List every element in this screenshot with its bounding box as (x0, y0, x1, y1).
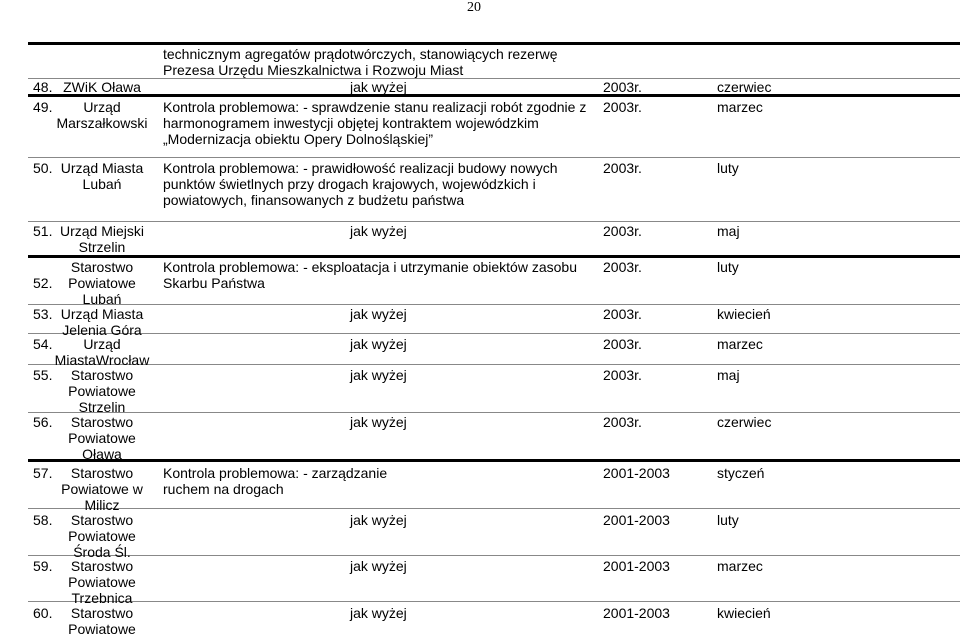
row-number: 48. (33, 79, 53, 95)
table-rule (28, 364, 960, 365)
row-year: 2003r. (603, 223, 642, 239)
table-rule (28, 255, 960, 258)
row-number: 52. (33, 275, 53, 291)
row-description: Kontrola problemowa: - zarządzanie ruchem na drogach (163, 465, 388, 497)
row-organization: Starostwo Powiatowe Środa Śl. (68, 512, 136, 560)
row-year: 2003r. (603, 79, 642, 95)
row-month: marzec (717, 99, 763, 115)
table-rule (28, 459, 960, 462)
row-same-as-above: jak wyżej (350, 306, 407, 322)
row-year: 2003r. (603, 99, 642, 115)
row-number: 57. (33, 465, 53, 481)
row-organization: Urząd Miasta Lubań (60, 160, 144, 192)
table-rule (28, 601, 960, 602)
row-month: czerwiec (717, 414, 772, 430)
table-rule (28, 555, 960, 556)
row-description: Kontrola problemowa: - sprawdzenie stanu realizacji robót zgodnie z harmonogramem inwestycji objętej kontraktem wojewódzkim „Modernizacja obiektu Opery Dolnośląskiej” (163, 99, 587, 147)
row-year: 2003r. (603, 414, 642, 430)
row-year: 2003r. (603, 306, 642, 322)
row-description: technicznym agregatów prądotwórczych, stanowiących rezerwę Prezesa Urzędu Mieszkalnictwa i Rozwoju Miast (163, 46, 558, 78)
row-month: marzec (717, 336, 763, 352)
row-same-as-above: jak wyżej (350, 79, 407, 95)
row-year: 2001-2003 (603, 605, 670, 621)
row-year: 2001-2003 (603, 465, 670, 481)
row-year: 2003r. (603, 259, 642, 275)
row-description: Kontrola problemowa: - prawidłowość realizacji budowy nowych punktów świetlnych przy drogach krajowych, wojewódzkich i powiatowych, finansowanych z budżetu państwa (163, 160, 558, 208)
row-number: 56. (33, 414, 53, 430)
table-rule (28, 412, 960, 413)
table-rule (28, 78, 960, 79)
row-number: 53. (33, 306, 53, 322)
row-number: 58. (33, 512, 53, 528)
row-month: luty (717, 512, 739, 528)
row-number: 49. (33, 99, 53, 115)
table-rule (28, 157, 960, 158)
row-month: czerwiec (717, 79, 772, 95)
row-description: Kontrola problemowa: - eksploatacja i utrzymanie obiektów zasobu Skarbu Państwa (163, 259, 577, 291)
row-number: 55. (33, 367, 53, 383)
row-organization: Urząd MiastaWrocław (54, 336, 150, 368)
row-same-as-above: jak wyżej (350, 605, 407, 621)
row-organization: Urząd Miejski Strzelin (59, 223, 144, 255)
row-same-as-above: jak wyżej (350, 223, 407, 239)
row-organization: ZWiK Oława (63, 79, 141, 95)
row-organization: Starostwo Powiatowe Oława (68, 414, 136, 462)
row-same-as-above: jak wyżej (350, 336, 407, 352)
row-year: 2001-2003 (603, 558, 670, 574)
row-organization: Starostwo Powiatowe Trzebnica (68, 558, 136, 606)
row-organization: Urząd Miasta Jelenia Góra (60, 306, 144, 338)
table-rule (28, 42, 960, 45)
row-number: 51. (33, 223, 53, 239)
row-year: 2003r. (603, 367, 642, 383)
row-same-as-above: jak wyżej (350, 367, 407, 383)
row-same-as-above: jak wyżej (350, 558, 407, 574)
row-number: 59. (33, 558, 53, 574)
row-organization: Starostwo Powiatowe (68, 605, 136, 637)
row-year: 2003r. (603, 336, 642, 352)
row-organization: Starostwo Powiatowe Strzelin (68, 367, 136, 415)
row-month: kwiecień (717, 306, 771, 322)
row-month: luty (717, 259, 739, 275)
table-rule (28, 304, 960, 305)
row-year: 2003r. (603, 160, 642, 176)
row-organization: Starostwo Powiatowe Lubań (68, 259, 136, 307)
row-month: luty (717, 160, 739, 176)
table-rule (28, 221, 960, 222)
row-same-as-above: jak wyżej (350, 512, 407, 528)
row-month: styczeń (717, 465, 765, 481)
table-rule (28, 94, 960, 97)
row-number: 50. (33, 160, 53, 176)
row-year: 2001-2003 (603, 512, 670, 528)
table-rule (28, 508, 960, 509)
row-month: maj (717, 367, 740, 383)
table-rule (28, 333, 960, 334)
row-month: marzec (717, 558, 763, 574)
row-organization: Urząd Marszałkowski (56, 99, 148, 131)
page-number: 20 (467, 0, 481, 15)
row-month: maj (717, 223, 740, 239)
row-number: 60. (33, 605, 53, 621)
row-organization: Starostwo Powiatowe w Milicz (61, 465, 143, 513)
row-same-as-above: jak wyżej (350, 414, 407, 430)
row-month: kwiecień (717, 605, 771, 621)
row-number: 54. (33, 336, 53, 352)
